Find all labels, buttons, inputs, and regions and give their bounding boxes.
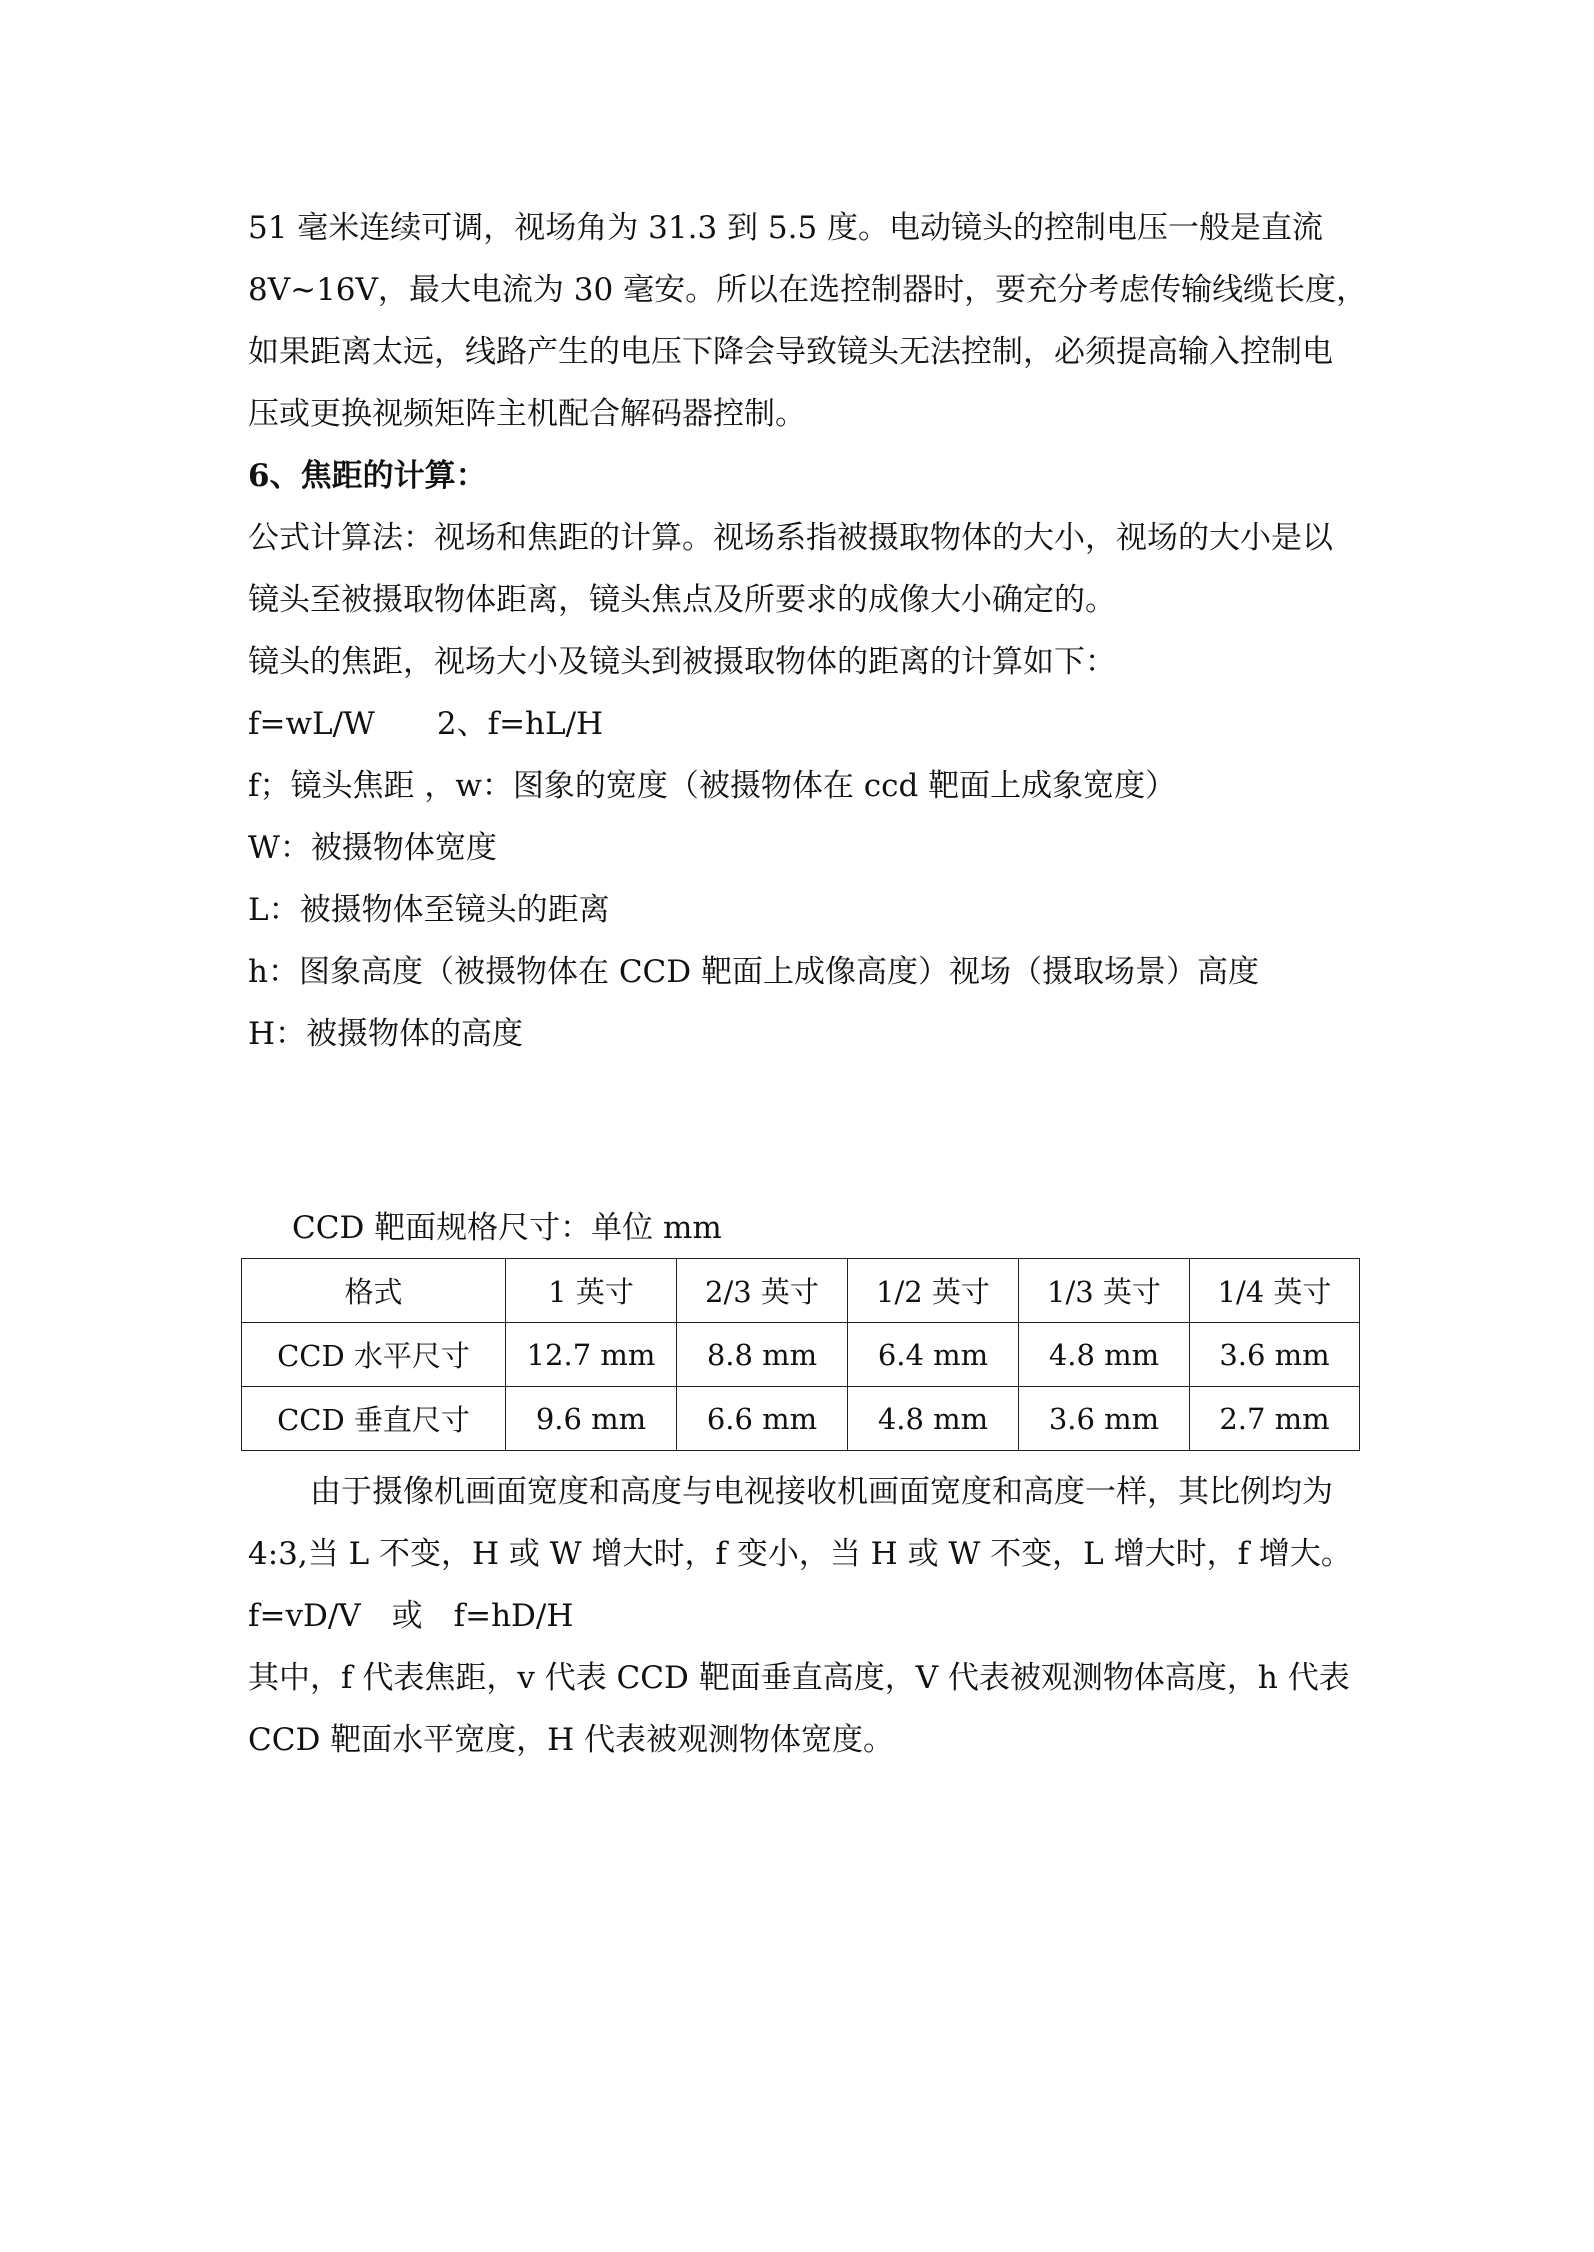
table-row xyxy=(242,1387,1360,1451)
definition-line: f；镜头焦距 ，w：图象的宽度（被摄物体在 ccd 靶面上成象宽度） xyxy=(248,768,1177,804)
paragraph-line: CCD 靶面水平宽度，H 代表被观测物体宽度。 xyxy=(248,1722,895,1758)
definition-line: H：被摄物体的高度 xyxy=(248,1016,524,1052)
table-cell: 9.6 mm xyxy=(506,1387,677,1451)
definition-line: W：被摄物体宽度 xyxy=(248,830,497,866)
paragraph-line: 如果距离太远，线路产生的电压下降会导致镜头无法控制，必须提高输入控制电 xyxy=(248,334,1333,370)
table-row xyxy=(242,1323,1360,1387)
table-header-cell: 2/3 英寸 xyxy=(677,1259,848,1323)
paragraph-line: 镜头的焦距，视场大小及镜头到被摄取物体的距离的计算如下： xyxy=(248,644,1116,680)
table-header-cell: 1/4 英寸 xyxy=(1190,1259,1360,1323)
table-cell: 2.7 mm xyxy=(1190,1387,1360,1451)
table-cell: 6.6 mm xyxy=(677,1387,848,1451)
definition-line: L：被摄物体至镜头的距离 xyxy=(248,892,610,928)
table-cell: 3.6 mm xyxy=(1190,1323,1360,1387)
table-cell: 6.4 mm xyxy=(848,1323,1019,1387)
paragraph-line: 由于摄像机画面宽度和高度与电视接收机画面宽度和高度一样，其比例均为 xyxy=(310,1474,1333,1510)
table-header-row xyxy=(242,1259,1360,1323)
paragraph-line: 其中，f 代表焦距，v 代表 CCD 靶面垂直高度，V 代表被观测物体高度，h 代表 xyxy=(248,1660,1350,1696)
table-cell: 8.8 mm xyxy=(677,1323,848,1387)
ccd-spec-table xyxy=(241,1258,1360,1451)
paragraph-line: 4:3,当 L 不变，H 或 W 增大时，f 变小，当 H 或 W 不变，L 增大时，f 增大。 xyxy=(248,1536,1352,1572)
paragraph-line: 51 毫米连续可调，视场角为 31.3 到 5.5 度。电动镜头的控制电压一般是直流 xyxy=(248,210,1324,246)
formula-line: f=vD/V 或 f=hD/H xyxy=(248,1598,574,1634)
table-cell: 12.7 mm xyxy=(506,1323,677,1387)
section-heading: 6、焦距的计算： xyxy=(248,458,487,494)
table-cell: 4.8 mm xyxy=(848,1387,1019,1451)
table-cell: CCD 水平尺寸 xyxy=(242,1323,506,1387)
paragraph-line: 公式计算法：视场和焦距的计算。视场系指被摄取物体的大小，视场的大小是以 xyxy=(248,520,1333,556)
table-cell: 3.6 mm xyxy=(1019,1387,1190,1451)
table-cell: CCD 垂直尺寸 xyxy=(242,1387,506,1451)
paragraph-line: 8V~16V，最大电流为 30 毫安。所以在选控制器时，要充分考虑传输线缆长度， xyxy=(248,272,1368,308)
table-caption: CCD 靶面规格尺寸：单位 mm xyxy=(292,1210,722,1246)
table-header-cell: 1/2 英寸 xyxy=(848,1259,1019,1323)
table-header-cell: 1 英寸 xyxy=(506,1259,677,1323)
table-header-cell: 格式 xyxy=(242,1259,506,1323)
paragraph-line: 压或更换视频矩阵主机配合解码器控制。 xyxy=(248,396,806,432)
table-header-cell: 1/3 英寸 xyxy=(1019,1259,1190,1323)
paragraph-line: 镜头至被摄取物体距离，镜头焦点及所要求的成像大小确定的。 xyxy=(248,582,1116,618)
table-cell: 4.8 mm xyxy=(1019,1323,1190,1387)
definition-line: h：图象高度（被摄物体在 CCD 靶面上成像高度）视场（摄取场景）高度 xyxy=(248,954,1259,990)
formula-line: f=wL/W 2、f=hL/H xyxy=(248,706,604,742)
